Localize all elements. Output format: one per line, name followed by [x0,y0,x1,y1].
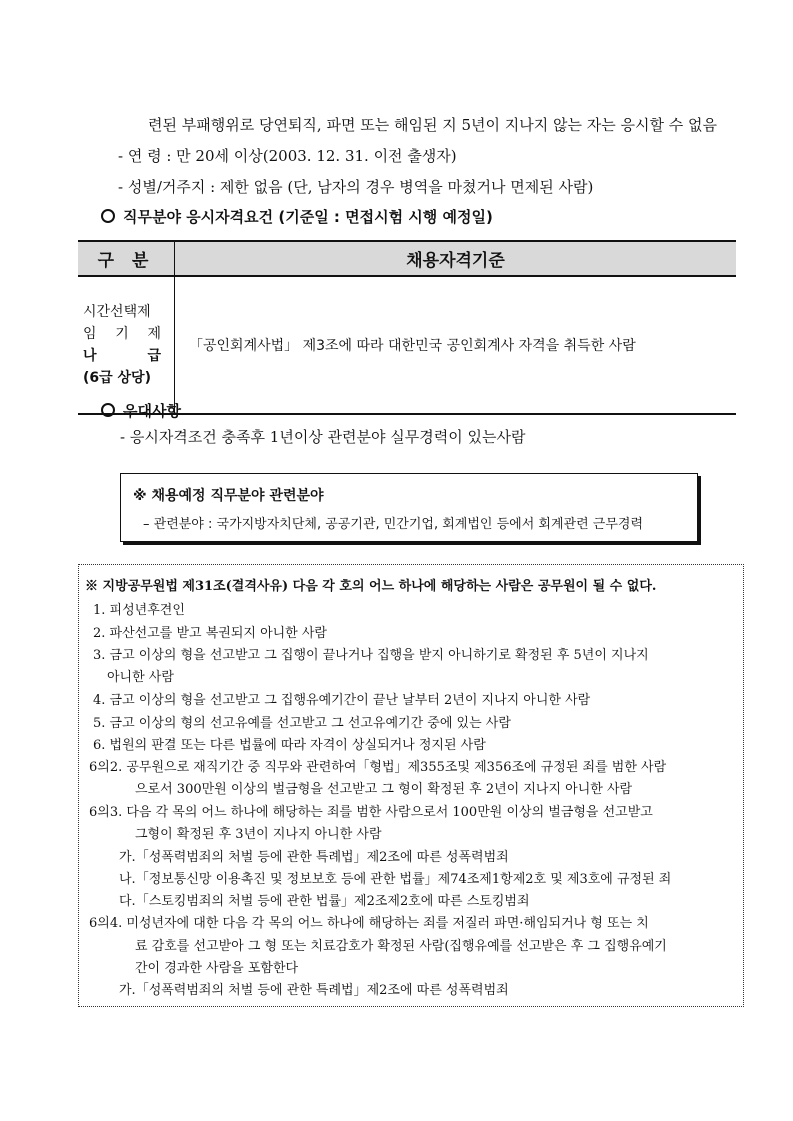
category-line-1: 시간선택제 [83,304,151,320]
category-char: 임 [83,326,97,342]
category-line-3 [83,345,161,367]
category-char: 급 [147,348,161,364]
note-item: 4. 금고 이상의 형을 선고받고 그 집행유예기간이 끝난 날부터 2년이 지나지 아니한 사람 [93,693,591,708]
intro-line-gender-residence: - 성별/거주지 : 제한 없음 (단, 남자의 경우 병역을 마쳤거나 면제된 사람) [118,178,594,196]
category-cell [78,276,175,414]
category-char: 나 [83,348,97,364]
circle-bullet-icon [101,403,115,417]
note-item: 6. 법원의 판결 또는 다른 법률에 따라 자격이 상실되거나 정지된 사람 [93,738,486,753]
note-item: 6의4. 미성년자에 대한 다음 각 목의 어느 하나에 해당하는 죄를 저질러 파면·해임되거나 형 또는 치 [89,916,649,931]
note-subitem: 가.「성폭력범죄의 처벌 등에 관한 특례법」제2조에 따른 성폭력범죄 [119,983,509,998]
note-subitem: 가.「성폭력범죄의 처벌 등에 관한 특례법」제2조에 따른 성폭력범죄 [119,850,509,865]
category-line-4: (6급 상당) [83,370,151,386]
note-item-cont: 그형이 확정된 후 3년이 지나지 아니한 사람 [135,827,382,842]
intro-line-1: 련된 부패행위로 당연퇴직, 파면 또는 해임된 지 5년이 지나지 않는 자는 응시할 수 없음 [148,116,717,134]
notes-header: ※ 지방공무원법 제31조(결격사유) 다음 각 호의 어느 하나에 해당하는 사람은 공무원이 될 수 없다. [85,579,657,594]
table-row [78,276,736,414]
section-title-text: 우대사항 [123,402,181,420]
note-item: 2. 파산선고를 받고 복권되지 아니한 사람 [93,626,327,641]
section-title-preference [101,400,181,421]
intro-line-age: - 연 령 : 만 20세 이상(2003. 12. 31. 이전 출생자) [118,147,457,165]
category-char: 기 [115,326,129,342]
section-title-eligibility [101,206,493,227]
category-char: 제 [147,326,161,342]
table-header-criteria: 채용자격기준 [175,241,737,276]
section-title-strong: 직무분야 [123,208,181,226]
disqualification-notes [78,564,744,1007]
note-item-cont: 으로서 300만원 이상의 벌금형을 선고받고 그 형이 확정된 후 2년이 지나지 아니한 사람 [135,782,633,797]
note-item-cont: 간이 경과한 사람을 포함한다 [135,961,299,976]
note-item-cont: 아니한 사람 [107,670,174,685]
note-item: 1. 피성년후견인 [93,603,185,618]
related-field-line: – 관련분야 : 국가지방자치단체, 공공기관, 민간기업, 회계법인 등에서 회계관련 근무경력 [143,517,643,532]
table-header-row [78,241,736,276]
related-field-title: ※ 채용예정 직무분야 관련분야 [133,488,324,504]
eligibility-table [78,240,736,415]
table-header-category: 구 분 [78,241,175,276]
section-title-rest: 응시자격요건 (기준일 : 면접시험 시행 예정일) [180,208,493,226]
note-item: 3. 금고 이상의 형을 선고받고 그 집행이 끝나거나 집행을 받지 아니하기로 확정된 후 5년이 지나지 [93,648,649,663]
preference-line: - 응시자격조건 충족후 1년이상 관련분야 실무경력이 있는사람 [120,428,526,446]
category-line-2 [83,323,161,345]
circle-bullet-icon [101,209,115,223]
note-item: 6의3. 다음 각 목의 어느 하나에 해당하는 죄를 범한 사람으로서 100만원 이상의 벌금형을 선고받고 [89,805,653,820]
note-subitem: 다.「스토킹범죄의 처벌 등에 관한 법률」제2조제2호에 따른 스토킹범죄 [119,894,530,909]
note-item: 6의2. 공무원으로 재직기간 중 직무와 관련하여「형법」제355조및 제356조에 규정된 죄를 범한 사람 [89,760,667,775]
note-item-cont: 료 감호를 선고받아 그 형 또는 치료감호가 확정된 사람(집행유예를 선고받은 후 그 집행유예기 [135,939,667,954]
related-field-box [120,473,698,542]
note-subitem: 나.「정보통신망 이용촉진 및 정보보호 등에 관한 법률」제74조제1항제2호 및 제3호에 규정된 죄 [119,872,672,887]
note-item: 5. 금고 이상의 형의 선고유예를 선고받고 그 선고유예기간 중에 있는 사람 [93,716,511,731]
requirement-cell: 「공인회계사법」 제3조에 따라 대한민국 공인회계사 자격을 취득한 사람 [175,276,737,414]
